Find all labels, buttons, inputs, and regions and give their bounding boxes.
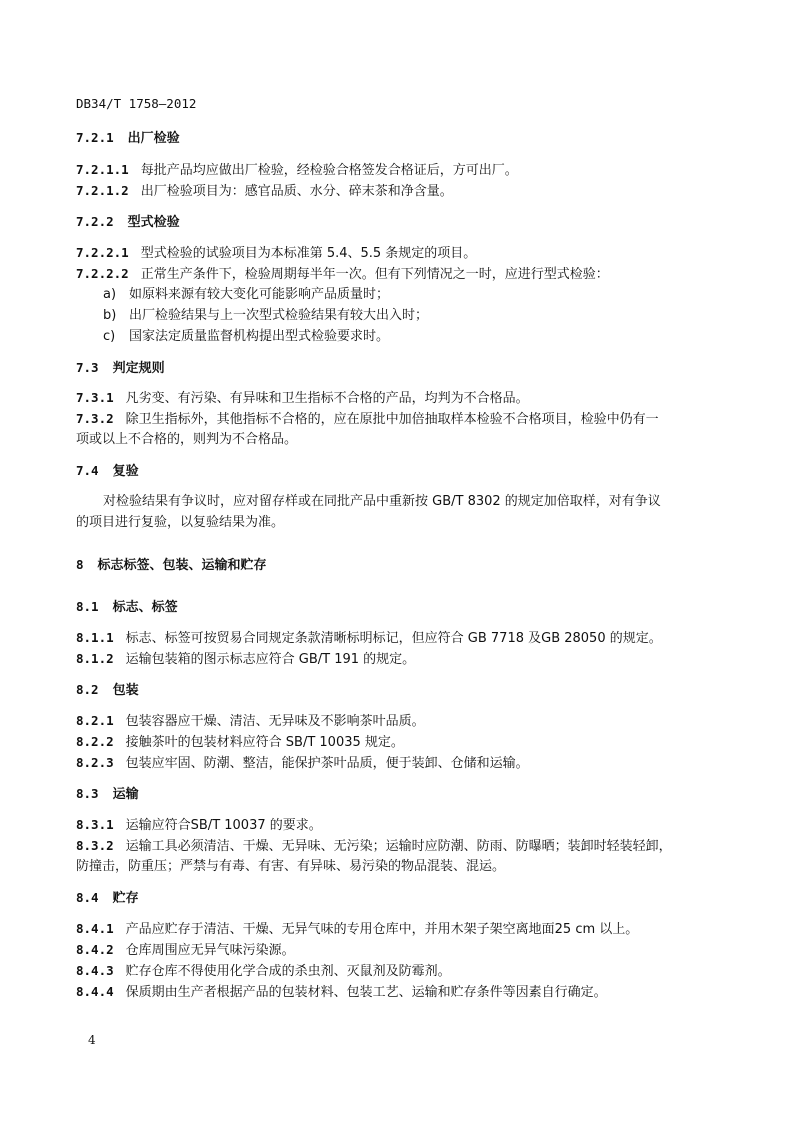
clause-8-1-1: 8.1.1 标志、标签可按贸易合同规定条款清晰标明标记，但应符合 GB 7718 及GB 28050 的规定。	[76, 630, 662, 646]
page-number: 4	[88, 1033, 96, 1047]
clause-8-2-2: 8.2.2 接触茶叶的包装材料应符合 SB/T 10035 规定。	[76, 734, 404, 750]
list-item-b: b) 出厂检验结果与上一次型式检验结果有较大出入时；	[103, 308, 429, 323]
chapter-8-heading: 8 标志标签、包装、运输和贮存	[76, 557, 267, 573]
clause-8-4-2: 8.4.2 仓库周围应无异气味污染源。	[76, 942, 295, 958]
clause-7-2-2-1: 7.2.2.1 型式检验的试验项目为本标准第 5.4、5.5 条规定的项目。	[76, 245, 477, 261]
section-8-4-heading: 8.4 贮存	[76, 890, 139, 906]
clause-8-2-3: 8.2.3 包装应牢固、防潮、整洁，能保护茶叶品质，便于装卸、仓储和运输。	[76, 755, 529, 771]
clause-7-3-2: 7.3.2 除卫生指标外，其他指标不合格的，应在原批中加倍抽取样本检验不合格项目，检验中仍有一	[76, 411, 659, 427]
clause-7-2-2-2: 7.2.2.2 正常生产条件下，检验周期每半年一次。但有下列情况之一时，应进行型式检验：	[76, 266, 609, 282]
clause-8-4-3: 8.4.3 贮存仓库不得使用化学合成的杀虫剂、灭鼠剂及防霉剂。	[76, 963, 451, 979]
section-7-2-1-heading: 7.2.1 出厂检验	[76, 130, 180, 146]
section-8-1-heading: 8.1 标志、标签	[76, 599, 178, 615]
section-7-4-heading: 7.4 复验	[76, 463, 139, 479]
clause-8-1-2: 8.1.2 运输包装箱的图示标志应符合 GB/T 191 的规定。	[76, 651, 416, 667]
list-item-a: a) 如原料来源有较大变化可能影响产品质量时；	[103, 287, 390, 302]
section-7-4-paragraph-line1: 对检验结果有争议时，应对留存样或在同批产品中重新按 GB/T 8302 的规定加倍取样，对有争议	[103, 494, 661, 509]
clause-7-2-1-1: 7.2.1.1 每批产品均应做出厂检验，经检验合格签发合格证后，方可出厂。	[76, 162, 518, 178]
clause-7-2-1-2: 7.2.1.2 出厂检验项目为：感官品质、水分、碎末茶和净含量。	[76, 183, 453, 199]
list-item-c: c) 国家法定质量监督机构提出型式检验要求时。	[103, 329, 390, 344]
clause-7-3-1: 7.3.1 凡劣变、有污染、有异味和卫生指标不合格的产品，均判为不合格品。	[76, 390, 529, 406]
clause-7-3-2-continuation: 项或以上不合格的，则判为不合格品。	[76, 432, 298, 447]
section-7-2-2-heading: 7.2.2 型式检验	[76, 214, 180, 230]
clause-8-2-1: 8.2.1 包装容器应干燥、清洁、无异味及不影响茶叶品质。	[76, 713, 425, 729]
clause-8-4-1: 8.4.1 产品应贮存于清洁、干燥、无异气味的专用仓库中，并用木架子架空离地面25 cm 以上。	[76, 921, 639, 937]
clause-8-3-2-continuation: 防撞击，防重压；严禁与有毒、有害、有异味、易污染的物品混装、混运。	[76, 859, 506, 874]
section-7-4-paragraph-line2: 的项目进行复验，以复验结果为准。	[76, 515, 285, 530]
section-8-3-heading: 8.3 运输	[76, 786, 139, 802]
section-8-2-heading: 8.2 包装	[76, 682, 139, 698]
clause-8-4-4: 8.4.4 保质期由生产者根据产品的包装材料、包装工艺、运输和贮存条件等因素自行确定。	[76, 984, 607, 1000]
section-7-3-heading: 7.3 判定规则	[76, 360, 165, 376]
clause-8-3-1: 8.3.1 运输应符合SB/T 10037 的要求。	[76, 817, 322, 833]
document-code-header: DB34/T 1758—2012	[76, 96, 197, 111]
clause-8-3-2: 8.3.2 运输工具必须清洁、干燥、无异味、无污染；运输时应防潮、防雨、防曝晒；装卸时轻装轻卸，	[76, 838, 672, 854]
